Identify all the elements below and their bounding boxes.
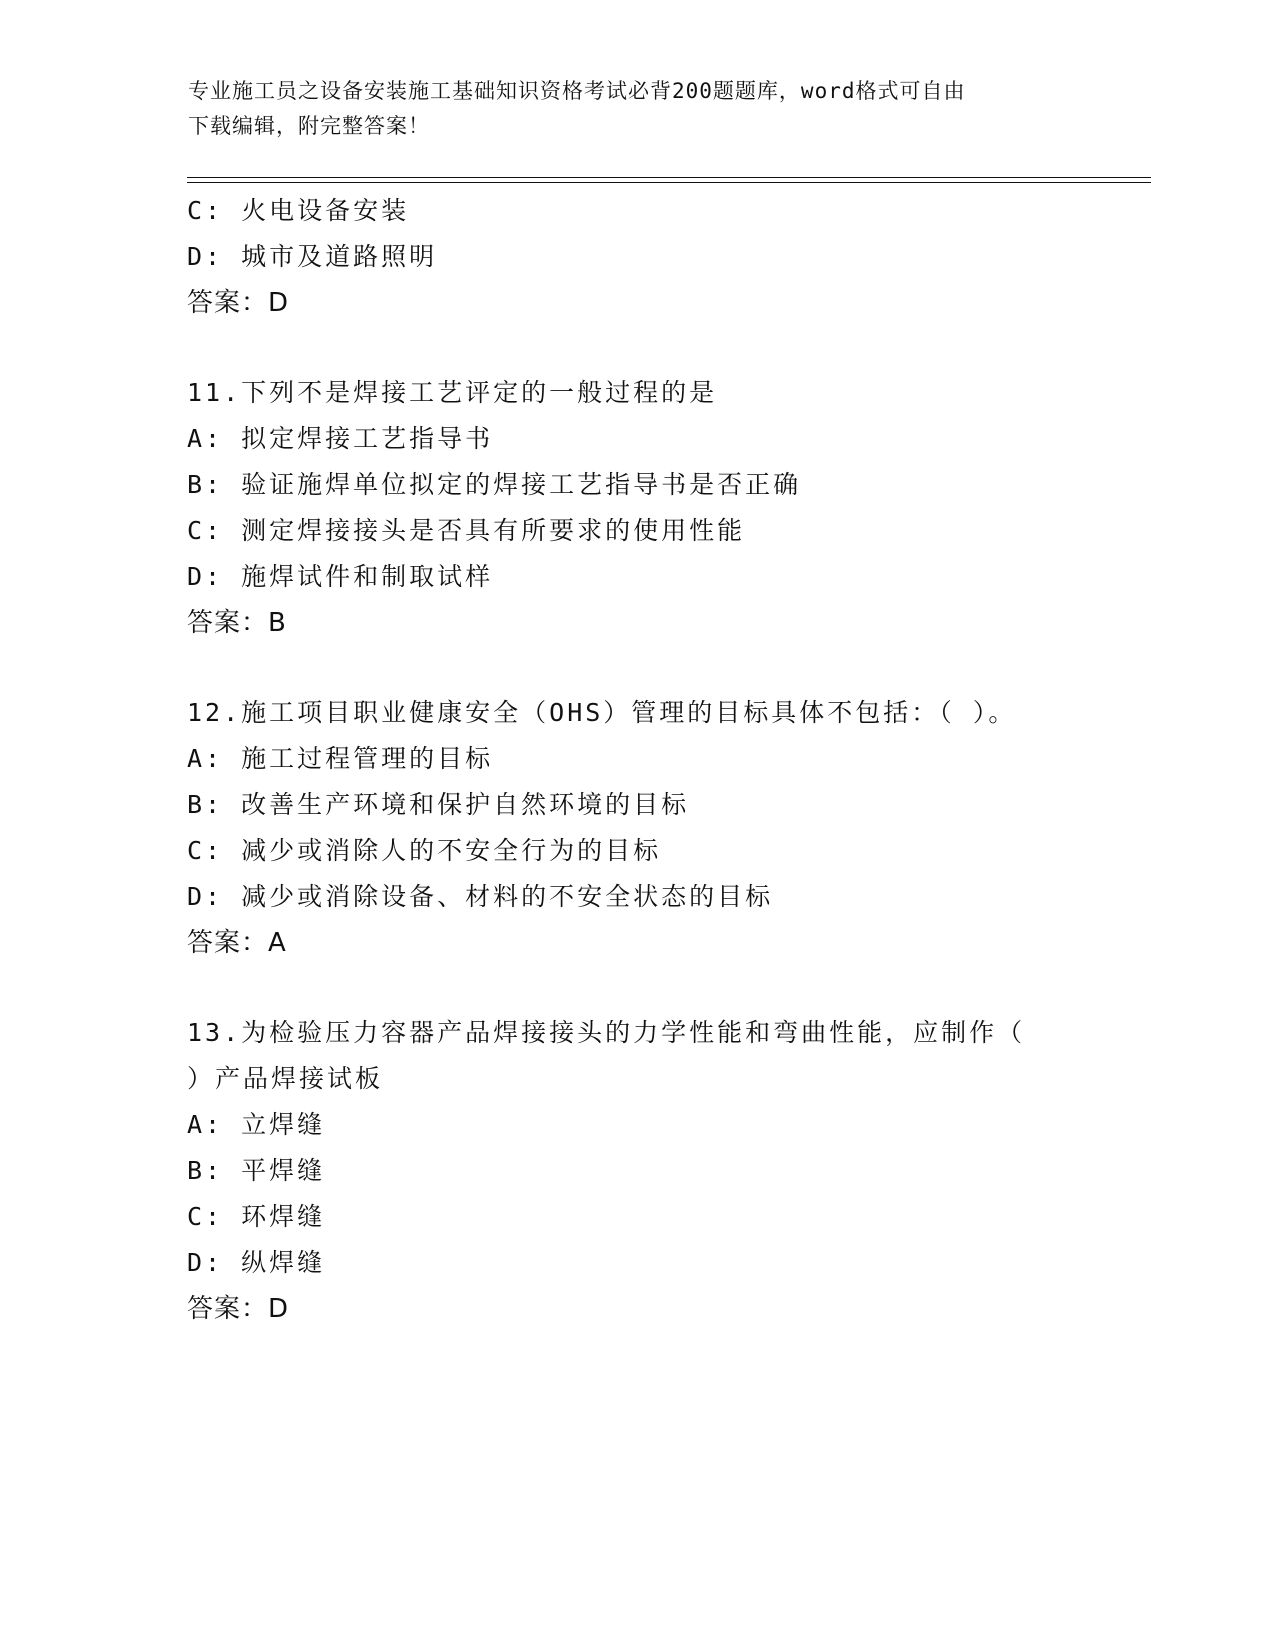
header-line-2: 下载编辑，附完整答案！: [188, 114, 430, 138]
option-b: B: 平焊缝: [187, 1156, 326, 1185]
spacer: [187, 326, 1127, 370]
answer-line: 答案：D: [187, 1294, 290, 1324]
question-title: 12.施工项目职业健康安全（OHS）管理的目标具体不包括：（ ）。: [187, 698, 1017, 727]
question-13: [187, 1010, 1127, 1332]
header-line-1: 专业施工员之设备安装施工基础知识资格考试必背200题题库，word格式可自由: [188, 79, 966, 103]
header-divider-top: [187, 177, 1151, 178]
question-10-continuation: [187, 188, 1127, 326]
option-c: C: 火电设备安装: [187, 196, 410, 225]
spacer: [187, 966, 1127, 1010]
answer-line: 答案：A: [187, 928, 287, 958]
option-d: D: 施焊试件和制取试样: [187, 562, 494, 591]
option-c: C: 测定焊接接头是否具有所要求的使用性能: [187, 516, 746, 545]
header-divider-bottom: [187, 182, 1151, 183]
document-header: [188, 74, 1088, 144]
option-a: A: 拟定焊接工艺指导书: [187, 424, 494, 453]
question-content: [187, 188, 1127, 1332]
question-title-line-2: ）产品焊接试板: [187, 1064, 384, 1093]
option-d: D: 城市及道路照明: [187, 242, 438, 271]
option-d: D: 纵焊缝: [187, 1248, 326, 1277]
spacer: [187, 646, 1127, 690]
answer-line: 答案：B: [187, 608, 287, 638]
option-b: B: 验证施焊单位拟定的焊接工艺指导书是否正确: [187, 470, 802, 499]
question-12: [187, 690, 1127, 966]
option-b: B: 改善生产环境和保护自然环境的目标: [187, 790, 690, 819]
option-a: A: 立焊缝: [187, 1110, 326, 1139]
question-11: [187, 370, 1127, 646]
answer-line: 答案：D: [187, 288, 290, 318]
question-title-line-1: 13.为检验压力容器产品焊接接头的力学性能和弯曲性能，应制作（: [187, 1018, 1026, 1047]
option-d: D: 减少或消除设备、材料的不安全状态的目标: [187, 882, 774, 911]
option-c: C: 减少或消除人的不安全行为的目标: [187, 836, 662, 865]
question-title: 11.下列不是焊接工艺评定的一般过程的是: [187, 378, 718, 407]
option-a: A: 施工过程管理的目标: [187, 744, 494, 773]
option-c: C: 环焊缝: [187, 1202, 326, 1231]
